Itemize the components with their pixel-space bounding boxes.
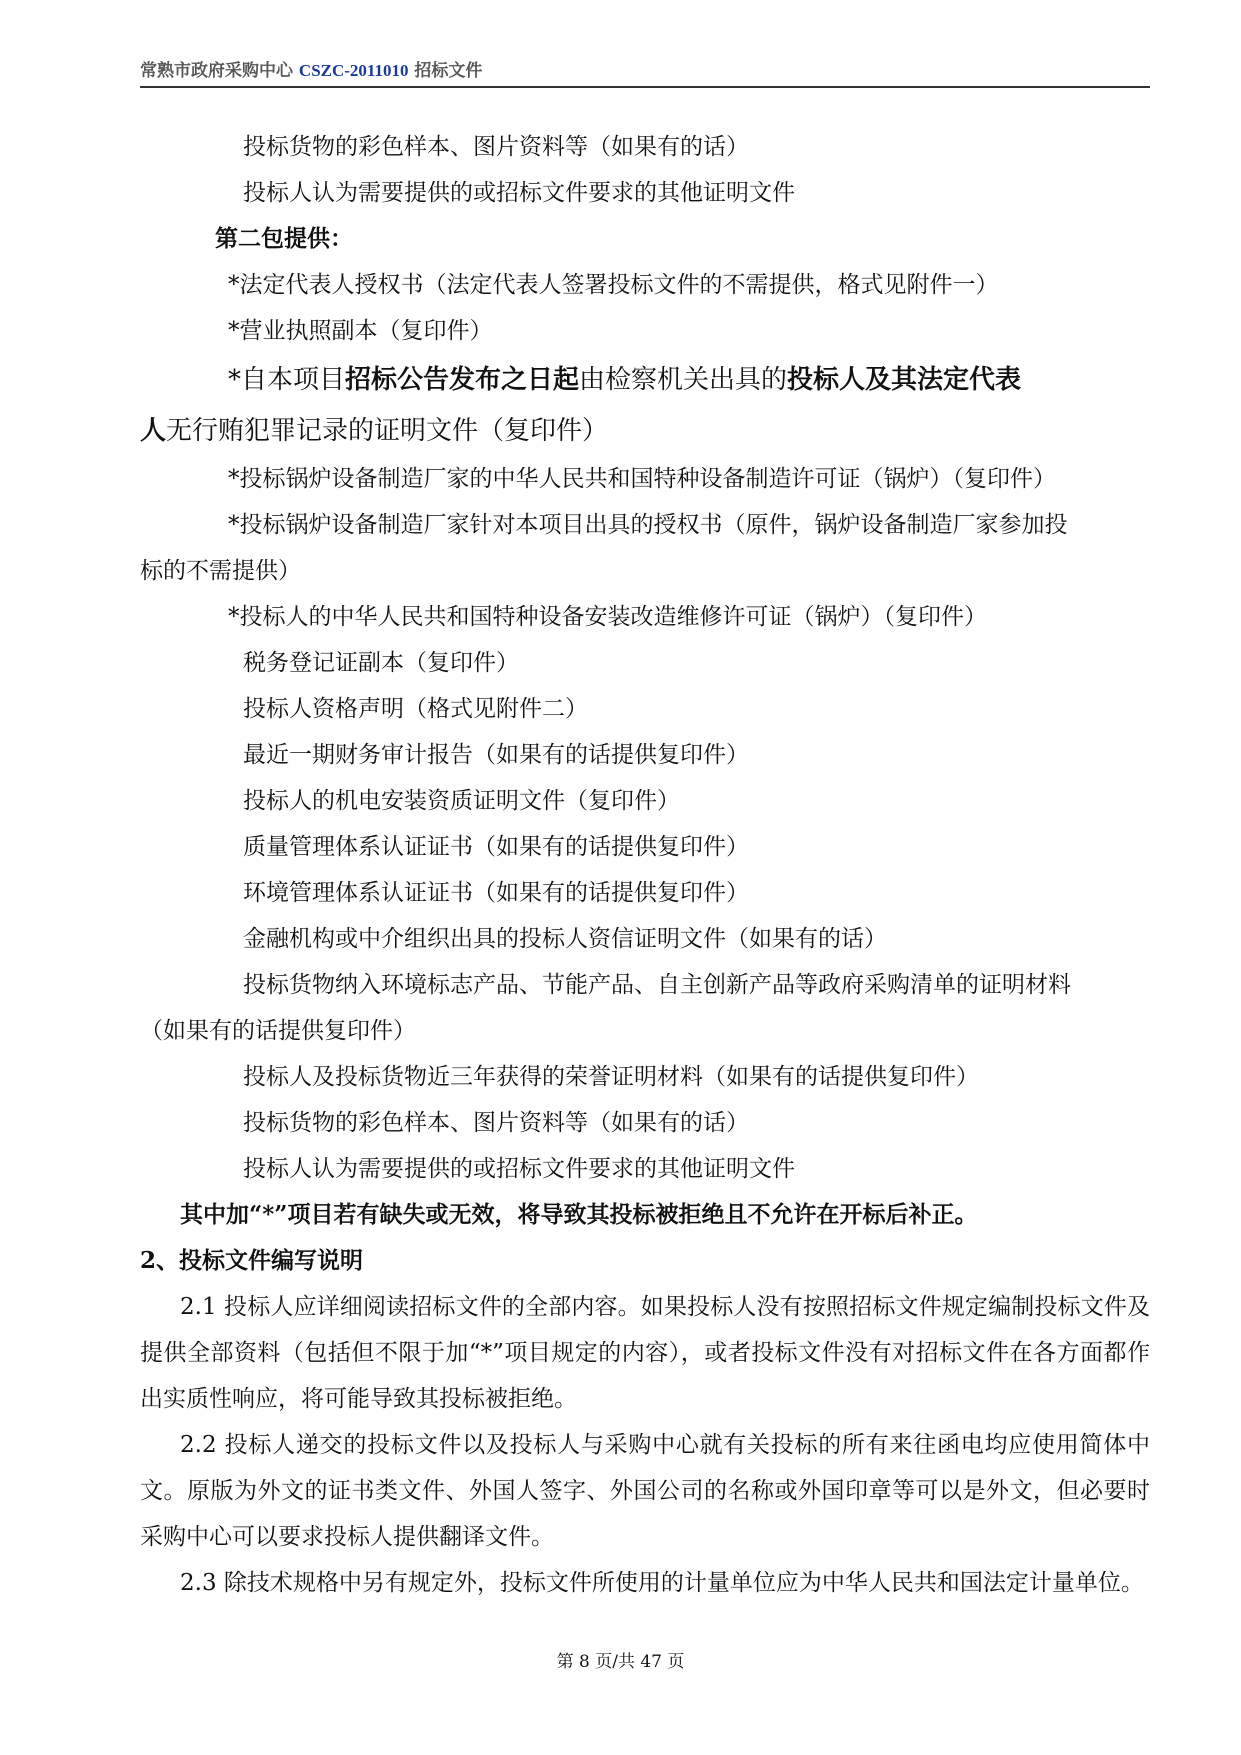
text-run-bold: 招标公告发布之日起 [345,365,580,395]
section-heading: 第二包提供： [215,225,353,252]
paragraph-2-3: 2.3 除技术规格中另有规定外，投标文件所使用的计量单位应为中华人民共和国法定计量单位。 [180,1570,1144,1596]
list-item: 投标人认为需要提供的或招标文件要求的其他证明文件 [243,180,795,206]
list-item: 环境管理体系认证证书（如果有的话提供复印件） [243,880,749,906]
list-item: 最近一期财务审计报告（如果有的话提供复印件） [243,742,749,768]
important-note: 其中加“*”项目若有缺失或无效，将导致其投标被拒绝且不允许在开标后补正。 [180,1201,978,1228]
list-item: *投标锅炉设备制造厂家的中华人民共和国特种设备制造许可证（锅炉）（复印件） [228,466,1056,492]
header-code: CSZC-2011010 [298,61,409,80]
page-header [140,56,1150,88]
text-run: 无行贿犯罪记录的证明文件（复印件） [166,416,609,446]
list-item: *投标锅炉设备制造厂家针对本项目出具的授权书（原件，锅炉设备制造厂家参加投 [228,512,1068,538]
paragraph-2-1: 2.1 投标人应详细阅读招标文件的全部内容。如果投标人没有按照招标文件规定编制投标文件及提供全部资料（包括但不限于加“*”项目规定的内容），或者投标文件没有对招标文件在各方面都作出实质性响应，将可能导致其投标被拒绝。 [140,1294,1150,1412]
list-item: 投标货物的彩色样本、图片资料等（如果有的话） [243,1110,749,1136]
list-item: 投标人及投标货物近三年获得的荣誉证明材料（如果有的话提供复印件） [243,1064,979,1090]
section-heading: 2、投标文件编写说明 [140,1247,364,1274]
list-item: 金融机构或中介组织出具的投标人资信证明文件（如果有的话） [243,926,887,952]
list-item-emphasis [140,354,1150,406]
header-org: 常熟市政府采购中心 [140,61,293,81]
header-doc: 招标文件 [414,61,483,81]
list-item: 质量管理体系认证证书（如果有的话提供复印件） [243,834,749,860]
text-run-bold: 人 [140,416,167,446]
list-item: 税务登记证副本（复印件） [243,650,519,676]
list-item-cont: （如果有的话提供复印件） [140,1018,416,1044]
paragraph-2-2: 2.2 投标人递交的投标文件以及投标人与采购中心就有关投标的所有来往函电均应使用简体中文。原版为外文的证书类文件、外国人签字、外国公司的名称或外国印章等可以是外文，但必要时采购中心可以要求投标人提供翻译文件。 [140,1432,1150,1550]
list-item: *投标人的中华人民共和国特种设备安装改造维修许可证（锅炉）（复印件） [228,604,987,630]
list-item-emphasis-cont [140,406,1150,456]
text-run-bold: 投标人及其法定代表 [787,365,1022,395]
list-item: 投标人认为需要提供的或招标文件要求的其他证明文件 [243,1156,795,1182]
list-item-cont: 标的不需提供） [140,558,301,584]
list-item: *营业执照副本（复印件） [228,318,493,344]
list-item: 投标货物纳入环境标志产品、节能产品、自主创新产品等政府采购清单的证明材料 [243,972,1071,998]
document-body [140,124,1150,1606]
list-item: 投标货物的彩色样本、图片资料等（如果有的话） [243,134,749,160]
page-footer: 第 8 页/共 47 页 [556,1652,685,1672]
text-run: 由检察机关出具的 [579,365,788,395]
list-item: 投标人的机电安装资质证明文件（复印件） [243,788,680,814]
list-item: 投标人资格声明（格式见附件二） [243,696,588,722]
text-run: *自本项目 [228,365,346,395]
list-item: *法定代表人授权书（法定代表人签署投标文件的不需提供，格式见附件一） [228,272,999,298]
